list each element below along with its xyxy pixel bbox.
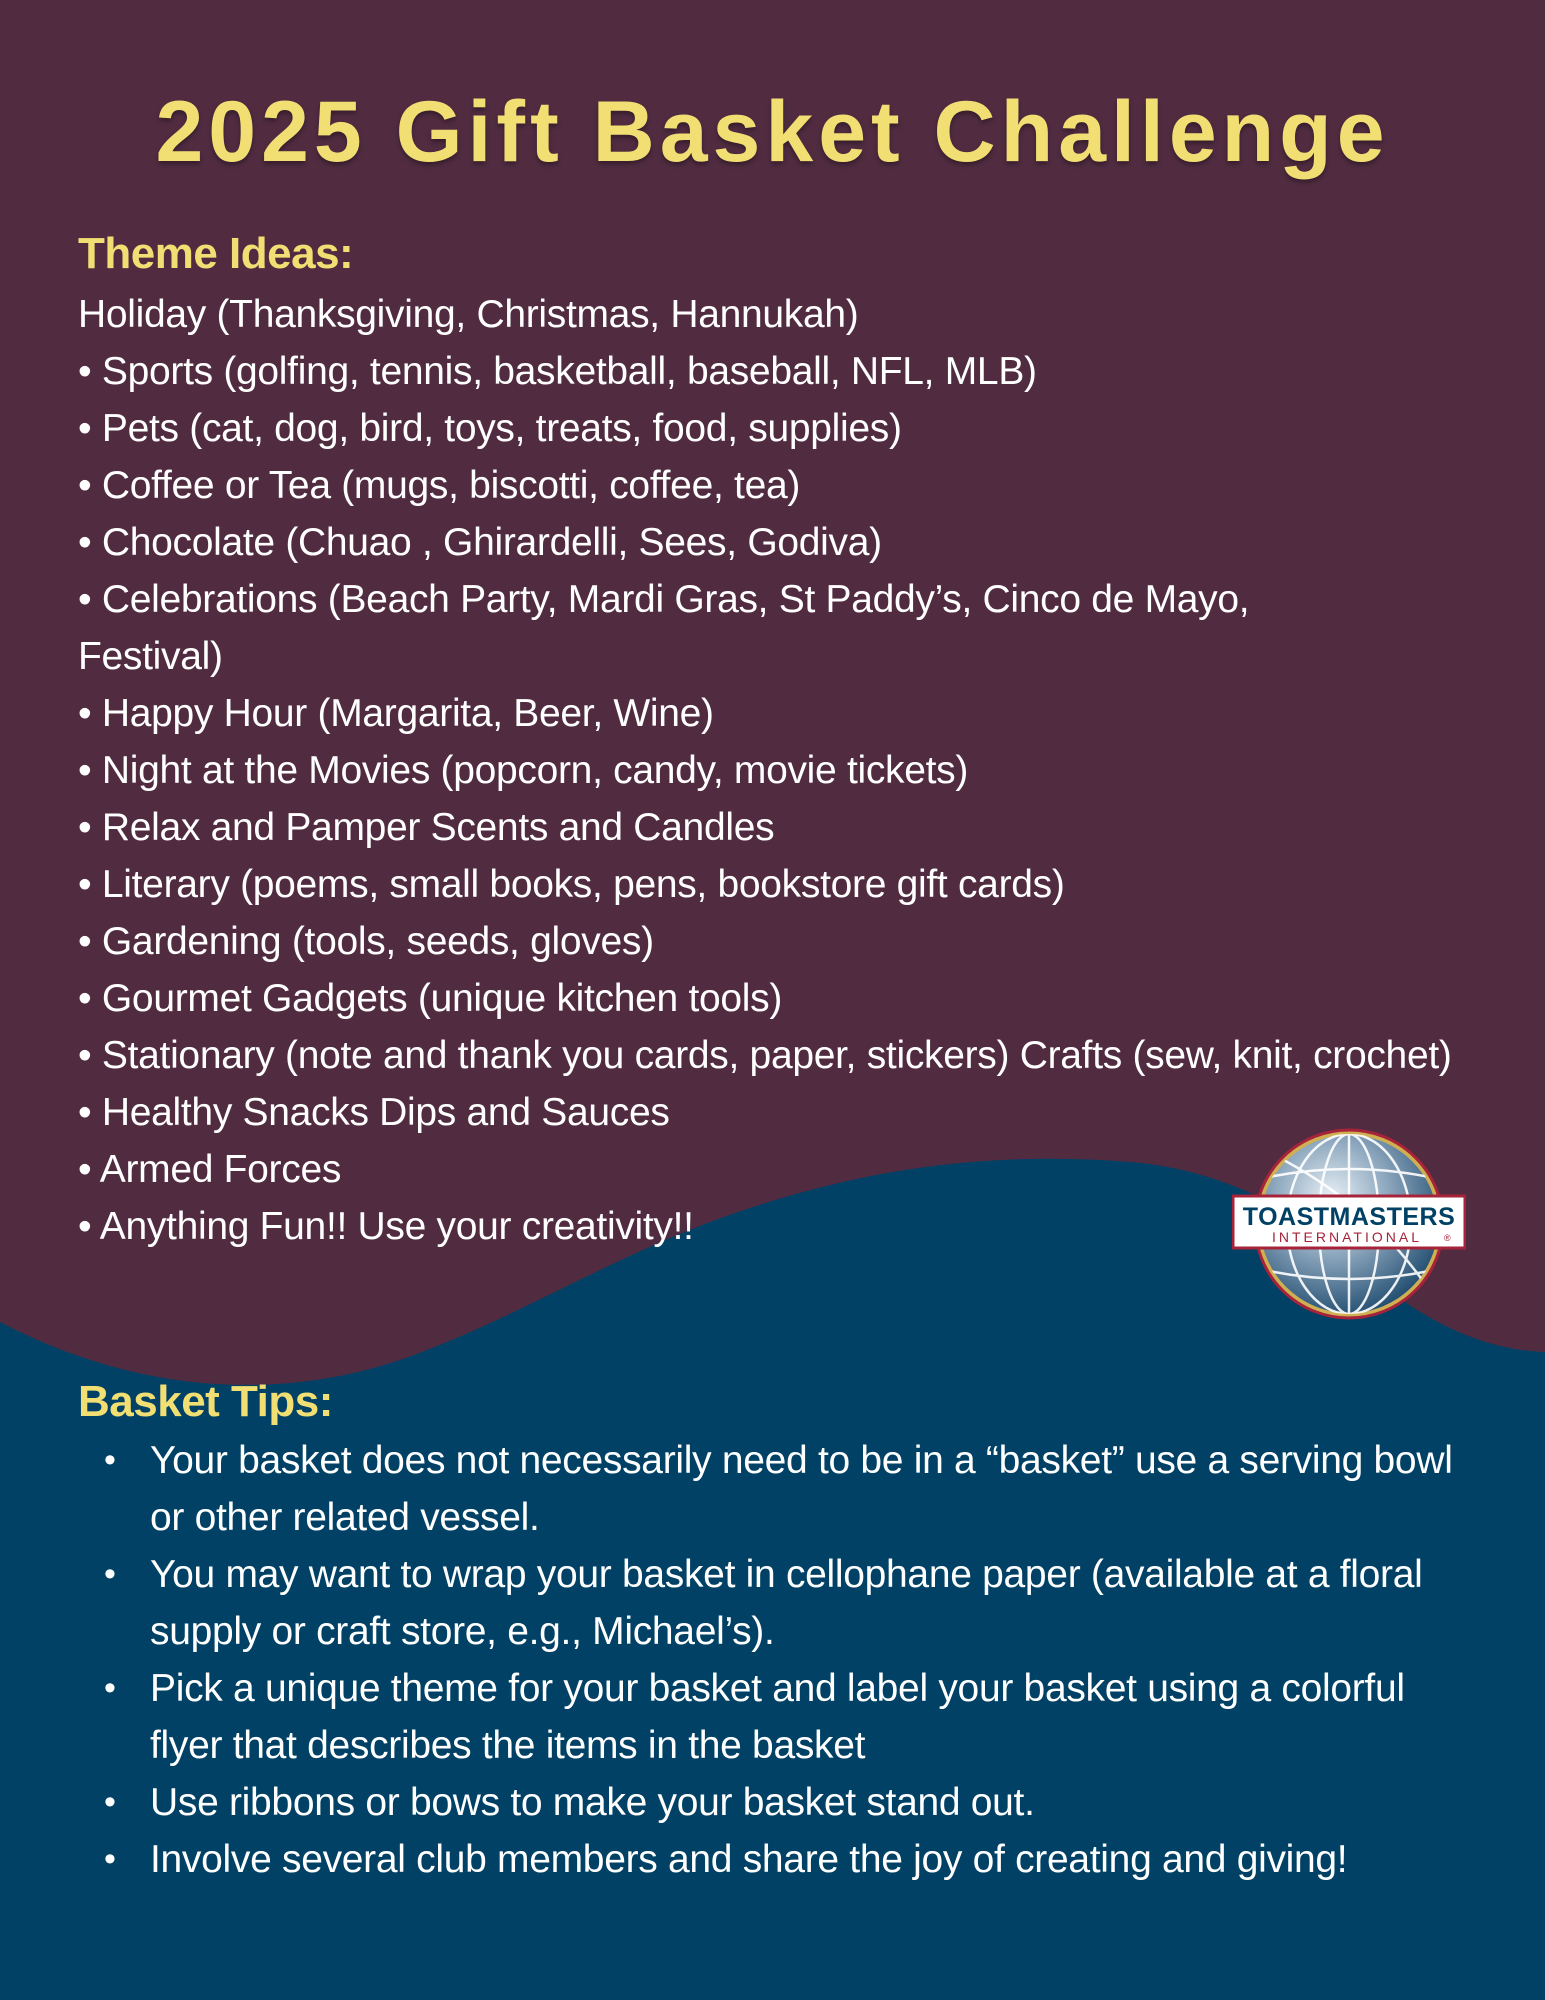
tip-text: You may want to wrap your basket in cellophane paper (available at a floral supply or craft store, e.g., Michael’s). xyxy=(150,1553,1423,1653)
list-item: • Celebrations (Beach Party, Mardi Gras, St Paddy’s, Cinco de Mayo, Festival) xyxy=(78,578,1250,678)
list-item: Holiday (Thanksgiving, Christmas, Hannukah) xyxy=(78,293,859,336)
logo-subtitle: INTERNATIONAL xyxy=(1272,1229,1422,1245)
list-item: • Stationary (note and thank you cards, paper, stickers) Crafts (sew, knit, crochet) xyxy=(78,1034,1452,1077)
list-item: • Happy Hour (Margarita, Beer, Wine) xyxy=(78,692,714,735)
list-item: • Night at the Movies (popcorn, candy, movie tickets) xyxy=(78,749,969,792)
list-item: • Healthy Snacks Dips and Sauces xyxy=(78,1091,670,1134)
bullet-icon: • xyxy=(104,1555,116,1593)
list-item xyxy=(104,1546,1480,1660)
tip-text: Involve several club members and share the joy of creating and giving! xyxy=(150,1838,1348,1881)
basket-tips-heading: Basket Tips: xyxy=(78,1377,333,1426)
tip-text: Your basket does not necessarily need to be in a “basket” use a serving bowl or other related vessel. xyxy=(150,1439,1453,1539)
list-item: • Armed Forces xyxy=(78,1148,342,1191)
list-item: • Relax and Pamper Scents and Candles xyxy=(78,806,775,849)
list-item: • Chocolate (Chuao , Ghirardelli, Sees, Godiva) xyxy=(78,521,882,564)
list-item: • Pets (cat, dog, bird, toys, treats, food, supplies) xyxy=(78,407,902,450)
list-item xyxy=(104,1831,1480,1888)
logo-registered-mark: ® xyxy=(1444,1233,1451,1243)
bullet-icon: • xyxy=(104,1669,116,1707)
list-item xyxy=(104,1774,1480,1831)
bullet-icon: • xyxy=(104,1840,116,1878)
list-item: • Gourmet Gadgets (unique kitchen tools) xyxy=(78,977,783,1020)
tip-text: Use ribbons or bows to make your basket stand out. xyxy=(150,1781,1035,1824)
tip-text: Pick a unique theme for your basket and label your basket using a colorful flyer that describes the items in the basket xyxy=(150,1667,1405,1767)
list-item xyxy=(104,1660,1480,1774)
basket-tips-list xyxy=(104,1432,1480,1888)
list-item xyxy=(104,1432,1480,1546)
theme-ideas-list xyxy=(78,286,1478,1255)
list-item: • Gardening (tools, seeds, gloves) xyxy=(78,920,654,963)
list-item: • Literary (poems, small books, pens, bookstore gift cards) xyxy=(78,863,1065,906)
toastmasters-logo xyxy=(1232,1124,1466,1324)
list-item: • Anything Fun!! Use your creativity!! xyxy=(78,1205,694,1248)
theme-ideas-heading: Theme Ideas: xyxy=(78,229,354,278)
list-item: • Coffee or Tea (mugs, biscotti, coffee, tea) xyxy=(78,464,801,507)
bullet-icon: • xyxy=(104,1441,116,1479)
page-title: 2025 Gift Basket Challenge xyxy=(155,84,1390,180)
logo-name: TOASTMASTERS xyxy=(1242,1203,1456,1231)
list-item: • Sports (golfing, tennis, basketball, baseball, NFL, MLB) xyxy=(78,350,1037,393)
bullet-icon: • xyxy=(104,1783,116,1821)
